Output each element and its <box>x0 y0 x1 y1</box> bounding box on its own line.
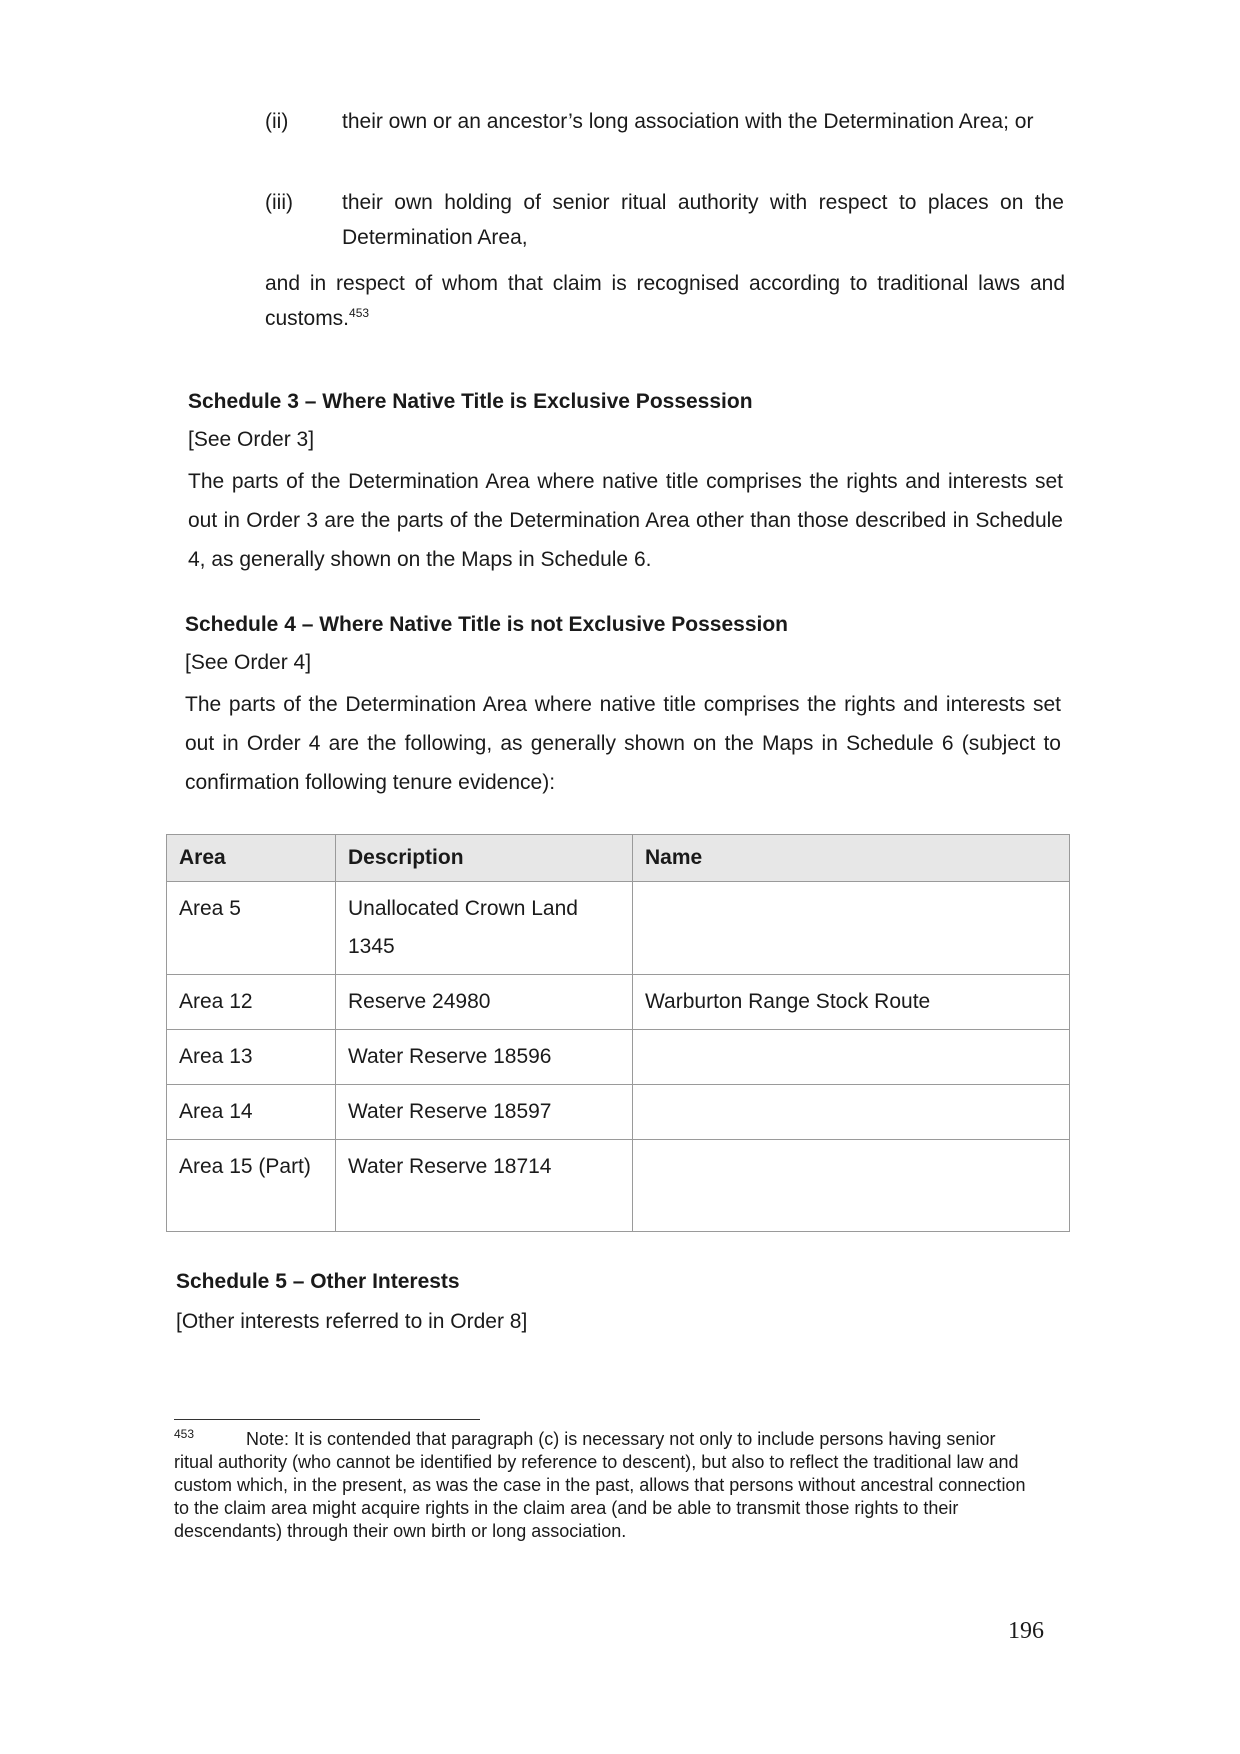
schedule-3-body: The parts of the Determination Area where native title comprises the rights and interests set out in Order 3 are the parts of the Determination Area other than those described in Schedule 4, as generally shown on the Maps in Schedule 6. <box>188 470 1063 571</box>
cell-area: Area 15 (Part) <box>167 1140 336 1232</box>
native-title-areas-table <box>166 834 1070 1232</box>
footnote <box>174 1428 1029 1543</box>
schedule-5-order-reference: [Other interests referred to in Order 8] <box>176 1310 528 1333</box>
table-header-row <box>167 835 1070 882</box>
cell-area: Area 5 <box>167 882 336 975</box>
footnote-separator <box>174 1419 480 1420</box>
table-row <box>167 882 1070 975</box>
footnote-text: Note: It is contended that paragraph (c) is necessary not only to include persons having senior ritual authority (who cannot be identified by reference to descent), but also to reflect the traditional law and custom which, in the present, as was the case in the past, allows that persons without ancestral connection to the claim area might acquire rights in the claim area (and be able to transmit those rights to their descendants) through their own birth or long association. <box>174 1429 1026 1541</box>
schedule-4-body: The parts of the Determination Area where native title comprises the rights and interests set out in Order 4 are the following, as generally shown on the Maps in Schedule 6 (subject to confirmation following tenure evidence): <box>185 693 1061 794</box>
page-number: 196 <box>1008 1618 1044 1644</box>
cell-area: Area 13 <box>167 1030 336 1085</box>
list-item-text: their own holding of senior ritual authority with respect to places on the Determination Area, <box>342 191 1064 249</box>
cell-description: Water Reserve 18597 <box>336 1085 633 1140</box>
cell-description: Water Reserve 18714 <box>336 1140 633 1232</box>
schedule-3-order-reference: [See Order 3] <box>188 428 315 451</box>
table-row <box>167 1030 1070 1085</box>
list-item-ii <box>265 104 1065 176</box>
list-item-number: (iii) <box>265 191 293 214</box>
cell-name <box>633 1140 1070 1232</box>
schedule-4-heading: Schedule 4 – Where Native Title is not Exclusive Possession <box>185 613 789 636</box>
cell-description: Water Reserve 18596 <box>336 1030 633 1085</box>
cell-description: Unallocated Crown Land 1345 <box>336 882 633 975</box>
list-item-number: (ii) <box>265 110 289 133</box>
footnote-number: 453 <box>174 1427 195 1441</box>
cell-name <box>633 882 1070 975</box>
schedule-3-heading: Schedule 3 – Where Native Title is Exclusive Possession <box>188 390 753 413</box>
cell-area: Area 14 <box>167 1085 336 1140</box>
list-item-iii <box>265 185 1065 257</box>
column-header-area: Area <box>167 835 336 882</box>
list-item-text: their own or an ancestor’s long association with the Determination Area; or <box>342 110 1034 133</box>
column-header-description: Description <box>336 835 633 882</box>
closing-paragraph <box>265 266 1065 336</box>
footnote-reference: 453 <box>349 306 370 320</box>
table-row <box>167 1085 1070 1140</box>
schedule-4-order-reference: [See Order 4] <box>185 651 312 674</box>
cell-area: Area 12 <box>167 975 336 1030</box>
cell-name: Warburton Range Stock Route <box>633 975 1070 1030</box>
schedule-5-heading: Schedule 5 – Other Interests <box>176 1270 460 1293</box>
cell-description: Reserve 24980 <box>336 975 633 1030</box>
closing-text: and in respect of whom that claim is recognised according to traditional laws and customs. <box>265 272 1065 330</box>
cell-name <box>633 1030 1070 1085</box>
table-row <box>167 1140 1070 1232</box>
table-row <box>167 975 1070 1030</box>
column-header-name: Name <box>633 835 1070 882</box>
cell-name <box>633 1085 1070 1140</box>
